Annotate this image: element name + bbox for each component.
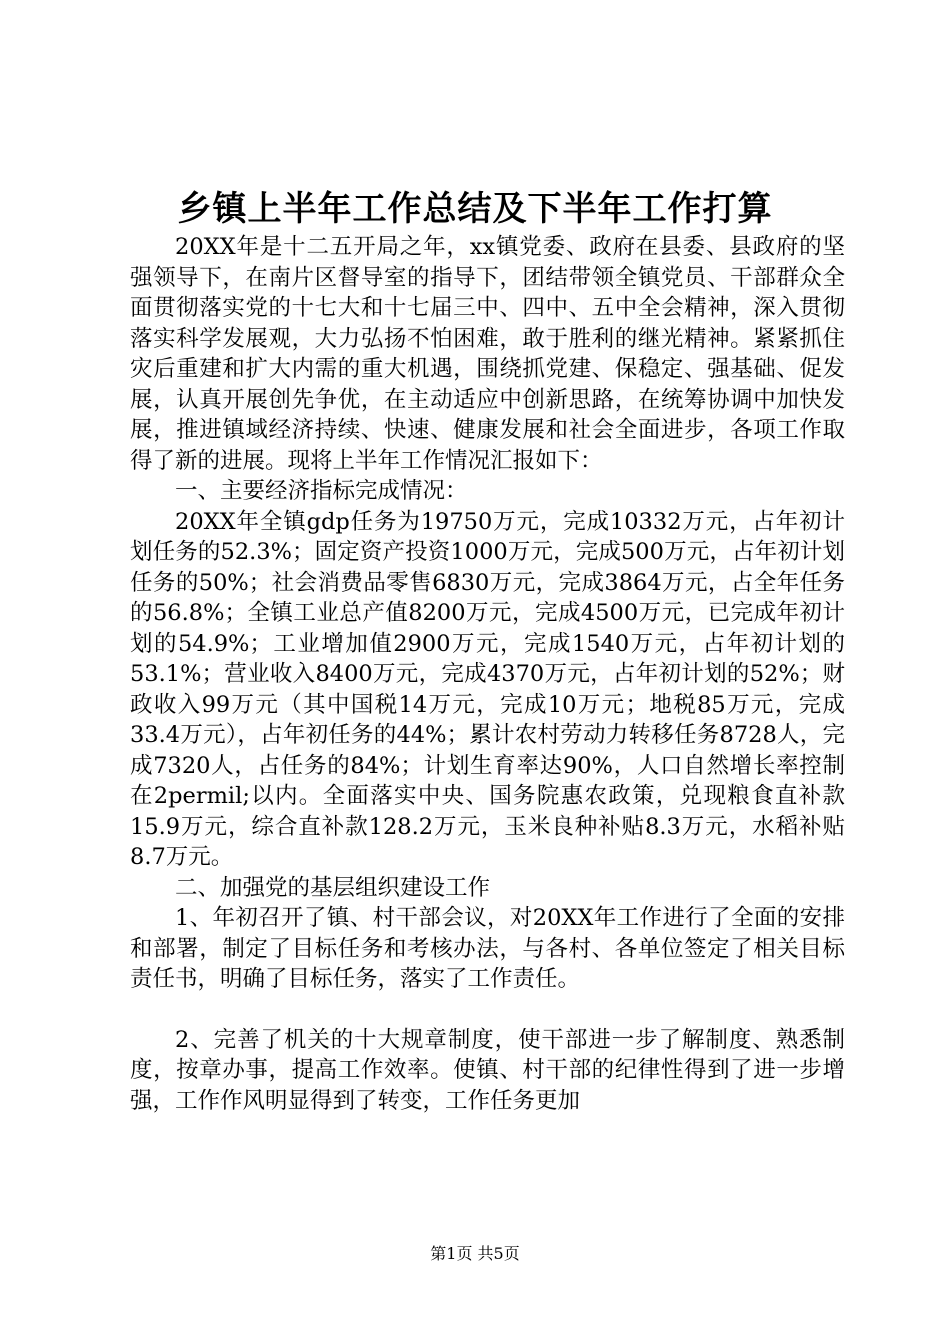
section-heading-economic-indicators: 一、主要经济指标完成情况： [175,478,468,504]
page-footer: 第1页 共5页 [430,1244,520,1263]
paragraph-item-1: 1、年初召开了镇、村干部会议，对20XX年工作进行了全面的安排和部署，制定了目标任务和考核办法，与各村、各单位签定了相关目标责任书，明确了目标任务，落实了工作责任。 [130,905,845,992]
paragraph-item-2: 2、完善了机关的十大规章制度，使干部进一步了解制度、熟悉制度，按章办事，提高工作效率。使镇、村干部的纪律性得到了进一步增强，工作作风明显得到了转变，工作任务更加 [130,1026,845,1114]
paragraph-economic-indicators: 20XX年全镇gdp任务为19750万元，完成10332万元，占年初计划任务的52.3%；固定资产投资1000万元，完成500万元，占年初计划任务的50%；社会消费品零售6830万元，完成3864万元，占全年任务的56.8%；全镇工业总产值8200万元，完成4500万元，已完成年初计划的54.9%；工业增加值2900万元，完成1540万元，占年初计划的53.1%；营业收入8400万元，完成4370万元，占年初计划的52%；财政收入99万元（其中国税14万元，完成10万元；地税85万元，完成33.4万元），占年初任务的44%；累计农村劳动力转移任务8728人，完成7320人，占任务的84%；计划生育率达90%，人口自然增长率控制在2permil;以内。全面落实中央、国务院惠农政策，兑现粮食直补款15.9万元，综合直补款128.2万元，玉米良种补贴8.3万元，水稻补贴8.7万元。 [130,508,845,870]
document-title: 乡镇上半年工作总结及下半年工作打算 [177,189,773,229]
section-heading-party-building: 二、加强党的基层组织建设工作 [175,874,491,901]
document-body [130,232,845,1116]
paragraph-intro: 20XX年是十二五开局之年，xx镇党委、政府在县委、县政府的坚强领导下，在南片区督导室的指导下，团结带领全镇党员、干部群众全面贯彻落实党的十七大和十七届三中、四中、五中全会精神，深入贯彻落实科学发展观，大力弘扬不怕困难，敢于胜利的继光精神。紧紧抓住灾后重建和扩大内需的重大机遇，围绕抓党建、保稳定、强基础、促发展，认真开展创先争优，在主动适应中创新思路，在统筹协调中加快发展，推进镇域经济持续、快速、健康发展和社会全面进步，各项工作取得了新的进展。现将上半年工作情况汇报如下： [130,234,845,474]
